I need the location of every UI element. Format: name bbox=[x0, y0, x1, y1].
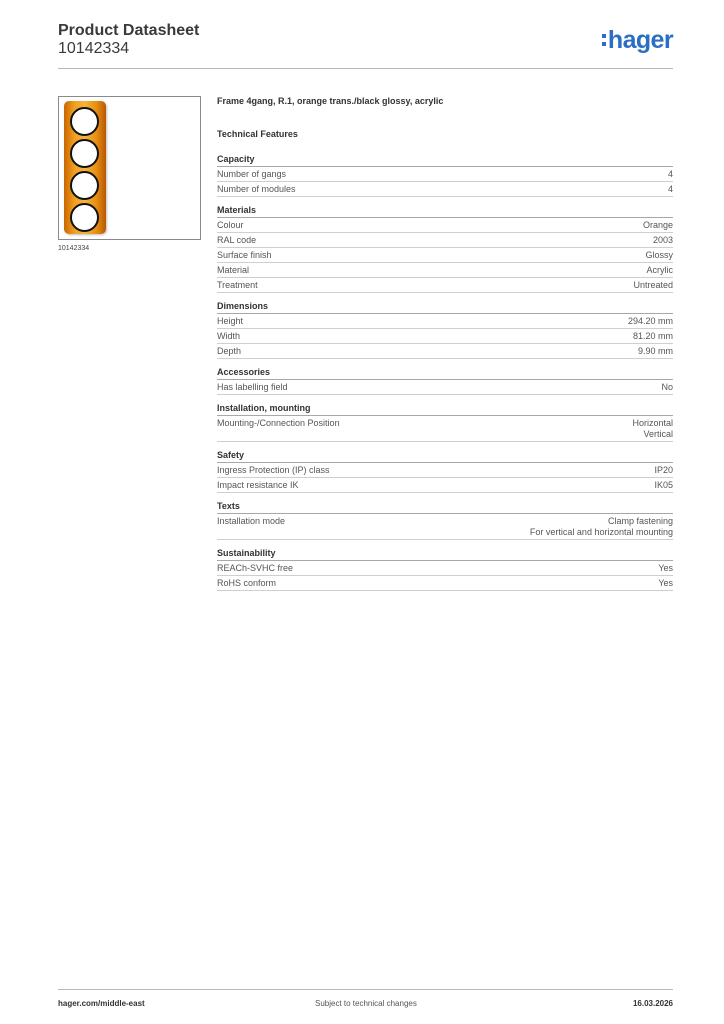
feature-label: Impact resistance IK bbox=[217, 480, 299, 490]
section-safety bbox=[217, 450, 673, 493]
feature-value bbox=[530, 516, 673, 538]
section-dimensions bbox=[217, 301, 673, 359]
feature-label: Treatment bbox=[217, 280, 258, 290]
feature-value bbox=[668, 184, 673, 195]
section-title: Materials bbox=[217, 205, 673, 218]
technical-features-heading: Technical Features bbox=[217, 129, 298, 139]
feature-sections bbox=[217, 154, 673, 591]
feature-label: Depth bbox=[217, 346, 242, 356]
feature-label: Colour bbox=[217, 220, 244, 230]
page-footer bbox=[58, 989, 673, 1008]
feature-value-line: 9.90 mm bbox=[637, 346, 673, 356]
feature-row bbox=[217, 514, 673, 540]
feature-row bbox=[217, 561, 673, 576]
feature-value-line: Horizontal bbox=[632, 418, 673, 428]
logo-text: hager bbox=[607, 26, 673, 54]
footer-date: 16.03.2026 bbox=[632, 999, 673, 1008]
section-sustainability bbox=[217, 548, 673, 591]
feature-value bbox=[658, 578, 673, 589]
section-installation-mounting bbox=[217, 403, 673, 442]
feature-value-line: 4 bbox=[667, 169, 673, 179]
feature-row bbox=[217, 248, 673, 263]
feature-row bbox=[217, 233, 673, 248]
feature-row bbox=[217, 380, 673, 395]
footer-notice: Subject to technical changes bbox=[315, 999, 417, 1008]
section-title: Dimensions bbox=[217, 301, 673, 314]
feature-value bbox=[647, 265, 674, 276]
feature-value bbox=[628, 316, 673, 327]
feature-value-line: Orange bbox=[642, 220, 673, 230]
feature-label: Ingress Protection (IP) class bbox=[217, 465, 330, 475]
feature-label: REACh-SVHC free bbox=[217, 563, 294, 573]
section-title: Safety bbox=[217, 450, 673, 463]
feature-row bbox=[217, 478, 673, 493]
gang-opening bbox=[70, 203, 99, 232]
feature-value bbox=[654, 465, 673, 476]
feature-value bbox=[643, 220, 673, 231]
feature-value bbox=[633, 331, 673, 342]
feature-label: Number of modules bbox=[217, 184, 296, 194]
feature-label: Width bbox=[217, 331, 241, 341]
feature-value-line: IP20 bbox=[654, 465, 673, 475]
frame-4gang-illustration bbox=[64, 101, 106, 234]
feature-row bbox=[217, 182, 673, 197]
feature-value bbox=[633, 280, 673, 291]
feature-row bbox=[217, 278, 673, 293]
feature-value bbox=[668, 169, 673, 180]
feature-value bbox=[638, 346, 673, 357]
feature-row bbox=[217, 463, 673, 478]
gang-opening bbox=[70, 107, 99, 136]
section-accessories bbox=[217, 367, 673, 395]
page-title: Product Datasheet bbox=[58, 22, 200, 39]
feature-value-line: Glossy bbox=[645, 250, 673, 260]
product-image bbox=[58, 96, 201, 240]
feature-value bbox=[632, 418, 673, 440]
feature-row bbox=[217, 329, 673, 344]
feature-value-line: 81.20 mm bbox=[632, 331, 673, 341]
feature-row bbox=[217, 167, 673, 182]
section-title: Accessories bbox=[217, 367, 673, 380]
feature-value-line: Vertical bbox=[643, 429, 673, 439]
feature-label: RoHS conform bbox=[217, 578, 277, 588]
feature-label: RAL code bbox=[217, 235, 257, 245]
section-title: Installation, mounting bbox=[217, 403, 673, 416]
feature-label: Material bbox=[217, 265, 250, 275]
section-title: Texts bbox=[217, 501, 673, 514]
feature-row bbox=[217, 344, 673, 359]
feature-value bbox=[661, 382, 673, 393]
feature-value-line: IK05 bbox=[654, 480, 673, 490]
feature-row bbox=[217, 576, 673, 591]
feature-label: Mounting-/Connection Position bbox=[217, 418, 340, 428]
product-number: 10142334 bbox=[58, 40, 130, 57]
feature-value bbox=[654, 480, 673, 491]
feature-value-line: 294.20 mm bbox=[627, 316, 673, 326]
section-capacity bbox=[217, 154, 673, 197]
feature-value-line: Yes bbox=[658, 578, 673, 588]
image-caption: 10142334 bbox=[58, 245, 90, 252]
gang-opening bbox=[70, 171, 99, 200]
feature-row bbox=[217, 314, 673, 329]
feature-row bbox=[217, 263, 673, 278]
feature-label: Number of gangs bbox=[217, 169, 287, 179]
feature-value-line: For vertical and horizontal mounting bbox=[529, 527, 673, 537]
product-details bbox=[217, 96, 673, 599]
feature-value-line: 2003 bbox=[652, 235, 673, 245]
feature-value-line: No bbox=[661, 382, 673, 392]
feature-value-line: Yes bbox=[658, 563, 673, 573]
feature-value bbox=[645, 250, 673, 261]
feature-label: Surface finish bbox=[217, 250, 272, 260]
section-title: Sustainability bbox=[217, 548, 673, 561]
logo-dots-icon bbox=[602, 34, 606, 46]
feature-value bbox=[653, 235, 673, 246]
feature-row bbox=[217, 416, 673, 442]
feature-value bbox=[658, 563, 673, 574]
feature-value-line: Clamp fastening bbox=[607, 516, 673, 526]
feature-value-line: Untreated bbox=[633, 280, 673, 290]
feature-label: Installation mode bbox=[217, 516, 286, 526]
section-title: Capacity bbox=[217, 154, 673, 167]
feature-value-line: 4 bbox=[667, 184, 673, 194]
feature-label: Height bbox=[217, 316, 244, 326]
feature-value-line: Acrylic bbox=[646, 265, 673, 275]
feature-label: Has labelling field bbox=[217, 382, 288, 392]
product-description: Frame 4gang, R.1, orange trans./black glossy, acrylic bbox=[217, 96, 444, 106]
section-texts bbox=[217, 501, 673, 540]
page-header bbox=[58, 22, 673, 69]
footer-website[interactable]: hager.com/middle-east bbox=[58, 999, 145, 1008]
feature-row bbox=[217, 218, 673, 233]
hager-logo bbox=[602, 27, 673, 53]
gang-opening bbox=[70, 139, 99, 168]
section-materials bbox=[217, 205, 673, 293]
